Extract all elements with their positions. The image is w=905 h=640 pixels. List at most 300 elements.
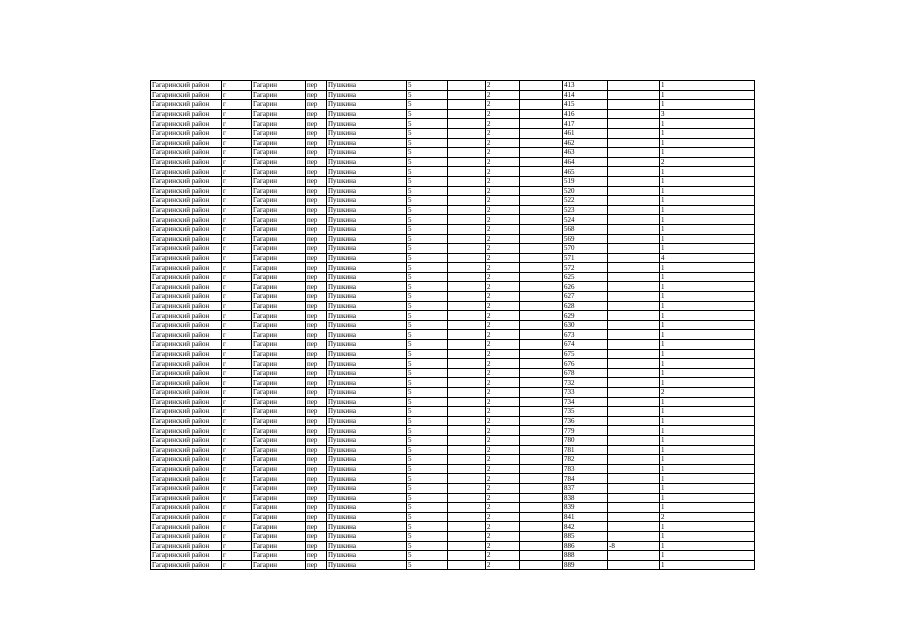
table-cell-count: 1 — [660, 349, 755, 359]
table-cell-settlement: Гагарин — [252, 196, 306, 206]
table-cell-note — [608, 388, 660, 398]
table-cell-street-type: пер — [306, 292, 327, 302]
table-cell-street: Пушкина — [327, 378, 407, 388]
table-cell-col-6: 5 — [407, 320, 448, 330]
table-cell-settlement: Гагарин — [252, 388, 306, 398]
table-cell-col-9 — [520, 90, 563, 100]
table-cell-street-type: пер — [306, 128, 327, 138]
table-cell-col-9 — [520, 282, 563, 292]
table-cell-col-9 — [520, 330, 563, 340]
table-cell-settlement-type: г — [222, 234, 252, 244]
table-cell-number: 842 — [563, 522, 608, 532]
table-cell-number: 519 — [563, 176, 608, 186]
table-row — [151, 551, 755, 561]
table-cell-count: 1 — [660, 330, 755, 340]
table-cell-col-8: 2 — [486, 416, 520, 426]
table-cell-col-6: 5 — [407, 186, 448, 196]
table-cell-count: 1 — [660, 426, 755, 436]
table-cell-street: Пушкина — [327, 464, 407, 474]
table-cell-col-9 — [520, 560, 563, 570]
table-cell-settlement-type: г — [222, 100, 252, 110]
table-cell-col-7 — [448, 330, 486, 340]
table-cell-col-9 — [520, 359, 563, 369]
table-cell-col-6: 5 — [407, 301, 448, 311]
table-cell-col-6: 5 — [407, 224, 448, 234]
table-cell-col-6: 5 — [407, 541, 448, 551]
table-cell-col-6: 5 — [407, 445, 448, 455]
table-cell-note — [608, 263, 660, 273]
table-cell-col-9 — [520, 522, 563, 532]
table-cell-street-type: пер — [306, 301, 327, 311]
table-cell-col-8: 2 — [486, 320, 520, 330]
table-cell-street: Пушкина — [327, 512, 407, 522]
table-cell-col-6: 5 — [407, 483, 448, 493]
table-cell-col-8: 2 — [486, 263, 520, 273]
table-cell-number: 784 — [563, 474, 608, 484]
table-cell-count: 1 — [660, 340, 755, 350]
table-cell-settlement: Гагарин — [252, 560, 306, 570]
table-cell-col-8: 2 — [486, 282, 520, 292]
table-row — [151, 464, 755, 474]
table-cell-col-8: 2 — [486, 186, 520, 196]
table-cell-settlement-type: г — [222, 531, 252, 541]
table-cell-number: 839 — [563, 503, 608, 513]
table-cell-count: 1 — [660, 263, 755, 273]
table-cell-district: Гагаринский район — [151, 445, 222, 455]
table-cell-settlement: Гагарин — [252, 244, 306, 254]
table-cell-col-7 — [448, 272, 486, 282]
table-cell-settlement-type: г — [222, 541, 252, 551]
table-cell-col-8: 2 — [486, 551, 520, 561]
table-cell-district: Гагаринский район — [151, 157, 222, 167]
table-cell-count: 1 — [660, 397, 755, 407]
table-cell-col-9 — [520, 176, 563, 186]
table-cell-street-type: пер — [306, 560, 327, 570]
table-cell-col-9 — [520, 272, 563, 282]
table-cell-col-8: 2 — [486, 196, 520, 206]
table-cell-note — [608, 359, 660, 369]
table-cell-count: 1 — [660, 531, 755, 541]
table-cell-col-6: 5 — [407, 167, 448, 177]
table-cell-settlement: Гагарин — [252, 215, 306, 225]
table-cell-street-type: пер — [306, 359, 327, 369]
table-cell-settlement: Гагарин — [252, 551, 306, 561]
table-cell-col-7 — [448, 263, 486, 273]
table-cell-note — [608, 148, 660, 158]
table-row — [151, 186, 755, 196]
table-cell-settlement-type: г — [222, 148, 252, 158]
table-cell-count: 1 — [660, 320, 755, 330]
table-cell-street: Пушкина — [327, 224, 407, 234]
table-cell-district: Гагаринский район — [151, 368, 222, 378]
table-cell-col-8: 2 — [486, 330, 520, 340]
table-cell-district: Гагаринский район — [151, 109, 222, 119]
table-cell-count: 1 — [660, 541, 755, 551]
table-cell-settlement: Гагарин — [252, 311, 306, 321]
table-row — [151, 167, 755, 177]
table-cell-note — [608, 455, 660, 465]
table-cell-settlement: Гагарин — [252, 90, 306, 100]
table-cell-note — [608, 109, 660, 119]
table-cell-number: 841 — [563, 512, 608, 522]
table-cell-note — [608, 272, 660, 282]
table-cell-number: 885 — [563, 531, 608, 541]
table-cell-settlement: Гагарин — [252, 378, 306, 388]
table-cell-col-9 — [520, 253, 563, 263]
table-cell-street-type: пер — [306, 474, 327, 484]
table-cell-district: Гагаринский район — [151, 503, 222, 513]
table-cell-settlement: Гагарин — [252, 282, 306, 292]
table-cell-col-7 — [448, 282, 486, 292]
table-cell-street-type: пер — [306, 119, 327, 129]
table-cell-settlement-type: г — [222, 388, 252, 398]
table-cell-note — [608, 81, 660, 91]
table-cell-settlement: Гагарин — [252, 435, 306, 445]
table-cell-settlement-type: г — [222, 272, 252, 282]
table-cell-district: Гагаринский район — [151, 531, 222, 541]
table-cell-col-8: 2 — [486, 368, 520, 378]
table-cell-count: 1 — [660, 282, 755, 292]
table-cell-street: Пушкина — [327, 330, 407, 340]
table-cell-district: Гагаринский район — [151, 359, 222, 369]
table-cell-street-type: пер — [306, 234, 327, 244]
table-cell-col-7 — [448, 378, 486, 388]
table-row — [151, 455, 755, 465]
table-cell-col-6: 5 — [407, 493, 448, 503]
table-cell-settlement: Гагарин — [252, 128, 306, 138]
table-cell-col-6: 5 — [407, 512, 448, 522]
table-cell-note — [608, 128, 660, 138]
table-cell-note — [608, 378, 660, 388]
table-cell-count: 1 — [660, 435, 755, 445]
table-cell-count: 1 — [660, 205, 755, 215]
table-row — [151, 426, 755, 436]
table-cell-count: 1 — [660, 483, 755, 493]
table-cell-number: 463 — [563, 148, 608, 158]
table-cell-col-8: 2 — [486, 109, 520, 119]
table-cell-district: Гагаринский район — [151, 138, 222, 148]
table-cell-count: 3 — [660, 109, 755, 119]
table-cell-col-9 — [520, 196, 563, 206]
table-cell-district: Гагаринский район — [151, 100, 222, 110]
table-cell-col-9 — [520, 205, 563, 215]
table-cell-district: Гагаринский район — [151, 224, 222, 234]
table-cell-street-type: пер — [306, 368, 327, 378]
table-cell-street-type: пер — [306, 397, 327, 407]
table-cell-street: Пушкина — [327, 119, 407, 129]
table-cell-note — [608, 407, 660, 417]
table-cell-note — [608, 531, 660, 541]
table-cell-number: 625 — [563, 272, 608, 282]
table-cell-col-7 — [448, 483, 486, 493]
table-cell-street: Пушкина — [327, 435, 407, 445]
table-cell-street-type: пер — [306, 90, 327, 100]
table-cell-col-6: 5 — [407, 349, 448, 359]
table-cell-settlement-type: г — [222, 311, 252, 321]
table-cell-number: 462 — [563, 138, 608, 148]
table-cell-col-9 — [520, 81, 563, 91]
table-row — [151, 311, 755, 321]
table-cell-street-type: пер — [306, 522, 327, 532]
table-cell-note — [608, 90, 660, 100]
table-cell-count: 1 — [660, 90, 755, 100]
table-cell-col-6: 5 — [407, 311, 448, 321]
table-cell-count: 1 — [660, 244, 755, 254]
table-cell-col-7 — [448, 407, 486, 417]
table-cell-col-7 — [448, 368, 486, 378]
table-cell-col-6: 5 — [407, 109, 448, 119]
table-cell-street: Пушкина — [327, 157, 407, 167]
table-cell-number: 678 — [563, 368, 608, 378]
table-cell-col-9 — [520, 119, 563, 129]
table-cell-count: 1 — [660, 359, 755, 369]
table-cell-settlement: Гагарин — [252, 445, 306, 455]
table-cell-street: Пушкина — [327, 81, 407, 91]
table-cell-number: 520 — [563, 186, 608, 196]
table-cell-col-6: 5 — [407, 531, 448, 541]
table-cell-count: 1 — [660, 455, 755, 465]
table-cell-settlement: Гагарин — [252, 531, 306, 541]
table-cell-count: 1 — [660, 445, 755, 455]
table-cell-note — [608, 176, 660, 186]
table-cell-col-6: 5 — [407, 397, 448, 407]
table-cell-note — [608, 301, 660, 311]
table-cell-col-6: 5 — [407, 455, 448, 465]
table-cell-district: Гагаринский район — [151, 205, 222, 215]
table-cell-col-8: 2 — [486, 81, 520, 91]
table-cell-count: 1 — [660, 292, 755, 302]
table-cell-count: 1 — [660, 196, 755, 206]
table-cell-col-7 — [448, 435, 486, 445]
table-cell-col-7 — [448, 119, 486, 129]
table-cell-col-8: 2 — [486, 234, 520, 244]
table-row — [151, 407, 755, 417]
table-cell-note — [608, 560, 660, 570]
table-cell-number: 626 — [563, 282, 608, 292]
table-cell-col-7 — [448, 292, 486, 302]
table-row — [151, 234, 755, 244]
table-cell-settlement: Гагарин — [252, 340, 306, 350]
table-row — [151, 148, 755, 158]
table-cell-street-type: пер — [306, 388, 327, 398]
table-cell-count: 1 — [660, 176, 755, 186]
table-cell-note — [608, 196, 660, 206]
table-cell-col-9 — [520, 455, 563, 465]
table-cell-col-6: 5 — [407, 551, 448, 561]
table-row — [151, 176, 755, 186]
table-cell-street-type: пер — [306, 138, 327, 148]
table-cell-note — [608, 445, 660, 455]
table-cell-district: Гагаринский район — [151, 435, 222, 445]
table-cell-settlement: Гагарин — [252, 522, 306, 532]
table-cell-street-type: пер — [306, 311, 327, 321]
table-cell-col-9 — [520, 445, 563, 455]
table-cell-col-9 — [520, 100, 563, 110]
table-cell-col-9 — [520, 551, 563, 561]
table-cell-col-9 — [520, 167, 563, 177]
table-cell-col-9 — [520, 388, 563, 398]
table-cell-number: 676 — [563, 359, 608, 369]
table-cell-col-8: 2 — [486, 148, 520, 158]
table-cell-settlement: Гагарин — [252, 330, 306, 340]
table-cell-col-6: 5 — [407, 196, 448, 206]
table-body — [151, 81, 755, 570]
table-cell-settlement: Гагарин — [252, 320, 306, 330]
table-cell-col-8: 2 — [486, 292, 520, 302]
table-cell-settlement-type: г — [222, 512, 252, 522]
table-cell-district: Гагаринский район — [151, 551, 222, 561]
table-cell-number: 783 — [563, 464, 608, 474]
table-cell-col-7 — [448, 148, 486, 158]
table-cell-col-9 — [520, 483, 563, 493]
table-cell-note — [608, 282, 660, 292]
table-cell-col-7 — [448, 474, 486, 484]
table-cell-settlement: Гагарин — [252, 416, 306, 426]
table-cell-street: Пушкина — [327, 455, 407, 465]
table-cell-count: 2 — [660, 512, 755, 522]
table-cell-settlement: Гагарин — [252, 119, 306, 129]
table-cell-col-8: 2 — [486, 531, 520, 541]
table-row — [151, 224, 755, 234]
table-row — [151, 483, 755, 493]
table-cell-col-9 — [520, 224, 563, 234]
table-cell-street: Пушкина — [327, 320, 407, 330]
table-cell-street: Пушкина — [327, 272, 407, 282]
table-cell-street-type: пер — [306, 512, 327, 522]
table-row — [151, 474, 755, 484]
table-cell-col-7 — [448, 388, 486, 398]
table-cell-count: 1 — [660, 234, 755, 244]
table-cell-street-type: пер — [306, 426, 327, 436]
table-cell-count: 1 — [660, 464, 755, 474]
table-cell-col-7 — [448, 90, 486, 100]
table-row — [151, 349, 755, 359]
table-cell-street: Пушкина — [327, 426, 407, 436]
table-cell-district: Гагаринский район — [151, 90, 222, 100]
table-cell-number: 781 — [563, 445, 608, 455]
table-cell-street: Пушкина — [327, 493, 407, 503]
table-cell-street-type: пер — [306, 282, 327, 292]
table-cell-col-8: 2 — [486, 426, 520, 436]
table-cell-street: Пушкина — [327, 128, 407, 138]
table-cell-col-6: 5 — [407, 157, 448, 167]
table-cell-count: 1 — [660, 416, 755, 426]
table-row — [151, 196, 755, 206]
table-cell-district: Гагаринский район — [151, 464, 222, 474]
table-cell-col-9 — [520, 320, 563, 330]
table-cell-number: 780 — [563, 435, 608, 445]
table-cell-col-7 — [448, 157, 486, 167]
table-cell-col-6: 5 — [407, 81, 448, 91]
table-cell-col-6: 5 — [407, 282, 448, 292]
table-cell-count: 1 — [660, 474, 755, 484]
table-cell-col-6: 5 — [407, 416, 448, 426]
table-cell-settlement-type: г — [222, 282, 252, 292]
table-cell-count: 1 — [660, 407, 755, 417]
table-cell-count: 1 — [660, 551, 755, 561]
table-cell-col-9 — [520, 416, 563, 426]
table-cell-street: Пушкина — [327, 311, 407, 321]
table-cell-district: Гагаринский район — [151, 388, 222, 398]
table-cell-col-8: 2 — [486, 407, 520, 417]
table-cell-col-9 — [520, 493, 563, 503]
table-cell-street-type: пер — [306, 531, 327, 541]
table-cell-number: 732 — [563, 378, 608, 388]
table-cell-number: 628 — [563, 301, 608, 311]
table-cell-col-9 — [520, 397, 563, 407]
table-cell-note — [608, 119, 660, 129]
table-cell-street: Пушкина — [327, 445, 407, 455]
table-cell-number: 569 — [563, 234, 608, 244]
table-cell-settlement: Гагарин — [252, 426, 306, 436]
table-cell-note — [608, 368, 660, 378]
table-cell-col-9 — [520, 512, 563, 522]
table-cell-col-6: 5 — [407, 90, 448, 100]
table-cell-col-6: 5 — [407, 148, 448, 158]
table-cell-district: Гагаринский район — [151, 176, 222, 186]
table-cell-col-8: 2 — [486, 445, 520, 455]
table-cell-col-9 — [520, 157, 563, 167]
table-cell-col-8: 2 — [486, 503, 520, 513]
table-row — [151, 330, 755, 340]
table-cell-settlement-type: г — [222, 205, 252, 215]
table-row — [151, 100, 755, 110]
table-cell-col-7 — [448, 215, 486, 225]
table-cell-col-8: 2 — [486, 215, 520, 225]
table-cell-district: Гагаринский район — [151, 541, 222, 551]
table-row — [151, 435, 755, 445]
table-cell-settlement: Гагарин — [252, 148, 306, 158]
table-cell-col-6: 5 — [407, 330, 448, 340]
table-cell-settlement-type: г — [222, 359, 252, 369]
table-cell-col-7 — [448, 109, 486, 119]
table-cell-col-8: 2 — [486, 301, 520, 311]
table-cell-street: Пушкина — [327, 292, 407, 302]
table-cell-count: 1 — [660, 301, 755, 311]
table-cell-street-type: пер — [306, 378, 327, 388]
table-cell-note — [608, 474, 660, 484]
table-cell-col-7 — [448, 244, 486, 254]
table-cell-street: Пушкина — [327, 253, 407, 263]
table-cell-settlement-type: г — [222, 301, 252, 311]
table-cell-street-type: пер — [306, 109, 327, 119]
table-cell-col-7 — [448, 340, 486, 350]
table-cell-col-9 — [520, 186, 563, 196]
table-cell-col-6: 5 — [407, 359, 448, 369]
table-cell-note — [608, 100, 660, 110]
table-cell-district: Гагаринский район — [151, 167, 222, 177]
table-cell-settlement-type: г — [222, 109, 252, 119]
table-cell-settlement-type: г — [222, 378, 252, 388]
table-cell-number: 674 — [563, 340, 608, 350]
table-cell-col-7 — [448, 224, 486, 234]
table-row — [151, 282, 755, 292]
table-cell-street-type: пер — [306, 455, 327, 465]
table-cell-street-type: пер — [306, 340, 327, 350]
table-cell-col-7 — [448, 301, 486, 311]
table-cell-col-7 — [448, 311, 486, 321]
table-cell-street: Пушкина — [327, 340, 407, 350]
table-row — [151, 541, 755, 551]
table-cell-col-6: 5 — [407, 244, 448, 254]
table-cell-number: 524 — [563, 215, 608, 225]
table-cell-settlement-type: г — [222, 167, 252, 177]
table-cell-street: Пушкина — [327, 483, 407, 493]
table-cell-count: 1 — [660, 81, 755, 91]
table-cell-col-8: 2 — [486, 474, 520, 484]
table-row — [151, 215, 755, 225]
table-cell-street-type: пер — [306, 196, 327, 206]
